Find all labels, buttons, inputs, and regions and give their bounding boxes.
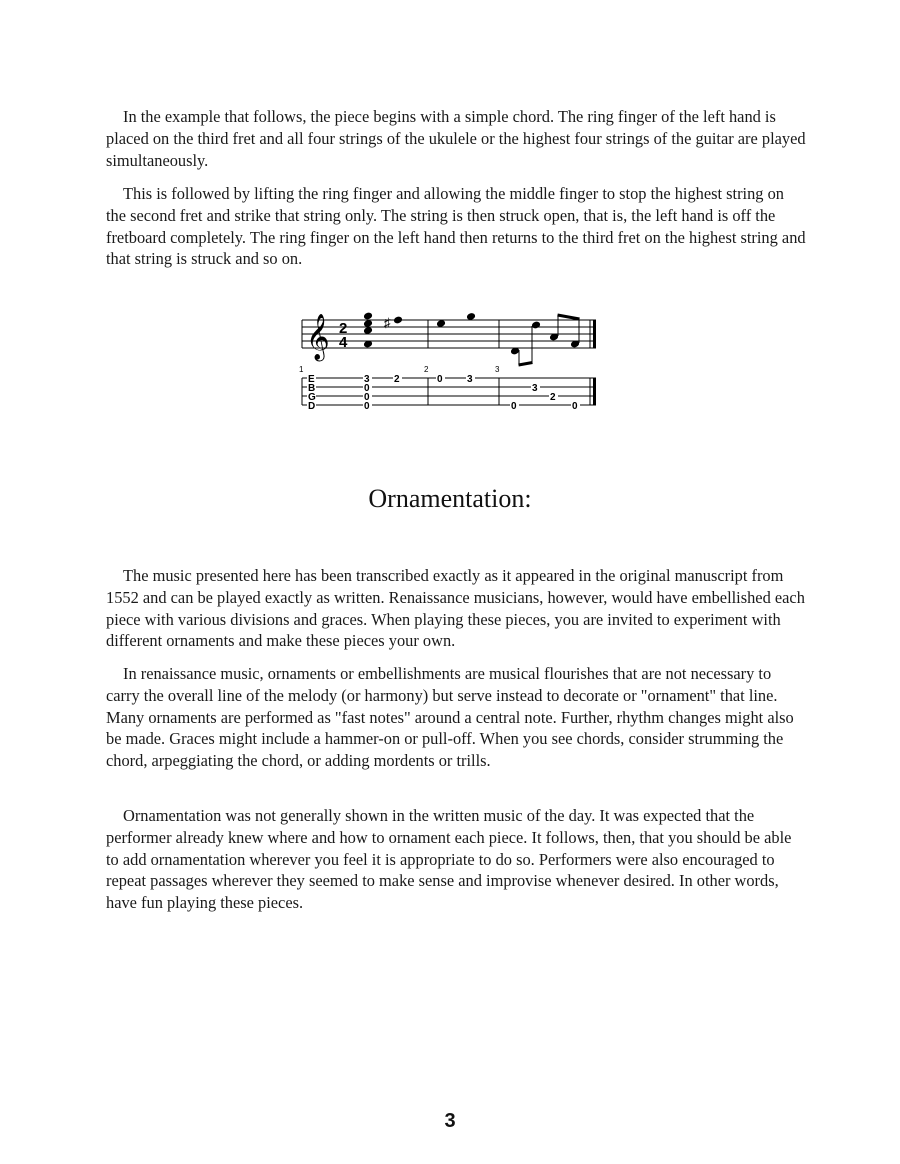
ornament-paragraph-2: In renaissance music, ornaments or embellishments are musical flourishes that are not necessary to carry the overall line of the melody (or harmony) but serve instead to decorate or "ornament" that line. Many ornaments are performed as "fast notes" around a central note. Further, rhythm changes might also be made. Graces might include a hammer-on or pull-off. When you see chords, consider strumming the chord, arpeggiating the chord, or adding mordents or trills.	[106, 664, 794, 771]
tab-m3-first: 0	[511, 401, 517, 412]
intro-paragraph-2: This is followed by lifting the ring finger and allowing the middle finger to stop the highest string on the second fret and strike that string only. The string is then struck open, that is, the left hand is off the fretboard completely. The ring finger on the left hand then returns to the third fret on the highest string and that string is struck and so on.	[106, 184, 806, 269]
tab-m1-chord-b: 0	[364, 383, 370, 394]
sharp-sign: ♯	[384, 315, 391, 330]
treble-clef-icon: 𝄞	[306, 315, 330, 359]
tab-m3-fourth: 0	[572, 401, 578, 412]
measure-number-1: 1	[299, 365, 304, 374]
intro-paragraph-1: In the example that follows, the piece begins with a simple chord. The ring finger of the left hand is placed on the third fret and all four strings of the ukulele or the highest four strings of the guitar are played simultaneously.	[106, 107, 806, 170]
tab-m1-chord-e: 3	[364, 374, 370, 385]
m3-eighths	[510, 315, 580, 365]
tab-m2-first: 0	[437, 374, 443, 385]
string-name-b: B	[308, 383, 316, 394]
ornament-paragraph-1: The music presented here has been transcribed exactly as it appeared in the original manuscript from 1552 and can be played exactly as written. Renaissance musicians, however, would have embellished each piece with various divisions and graces. When playing these pieces, you are invited to experiment with different ornaments and make these pieces your own.	[106, 566, 805, 651]
time-signature-top: 2	[339, 320, 348, 337]
note-m1-2	[393, 316, 403, 325]
page-number: 3	[444, 1110, 456, 1132]
tab-m3-third: 2	[550, 392, 556, 403]
time-signature-bottom: 4	[339, 334, 348, 351]
tab-m1-chord-d: 0	[364, 401, 370, 412]
string-name-g: G	[308, 392, 316, 403]
tab-m1-chord-g: 0	[364, 392, 370, 403]
string-name-e: E	[308, 374, 315, 385]
tab-m3-second: 3	[532, 383, 538, 394]
string-name-d: D	[308, 401, 316, 412]
measure-number-3: 3	[495, 365, 500, 374]
ornament-paragraph-3: Ornamentation was not generally shown in the written music of the day. It was expected that the performer already knew where and how to ornament each piece. It follows, then, that you should be able to add ornamentation wherever you feel it is appropriate to do so. Performers were also encouraged to repeat passages wherever they seemed to make sense and improvise whenever desired. In other words, have fun playing these pieces.	[106, 806, 792, 913]
tab-m2-second: 3	[467, 374, 473, 385]
chord-1	[363, 312, 373, 349]
section-heading: Ornamentation:	[368, 484, 532, 513]
tab-m1-second: 2	[394, 374, 400, 385]
music-example	[296, 300, 602, 420]
measure-number-2: 2	[424, 365, 429, 374]
